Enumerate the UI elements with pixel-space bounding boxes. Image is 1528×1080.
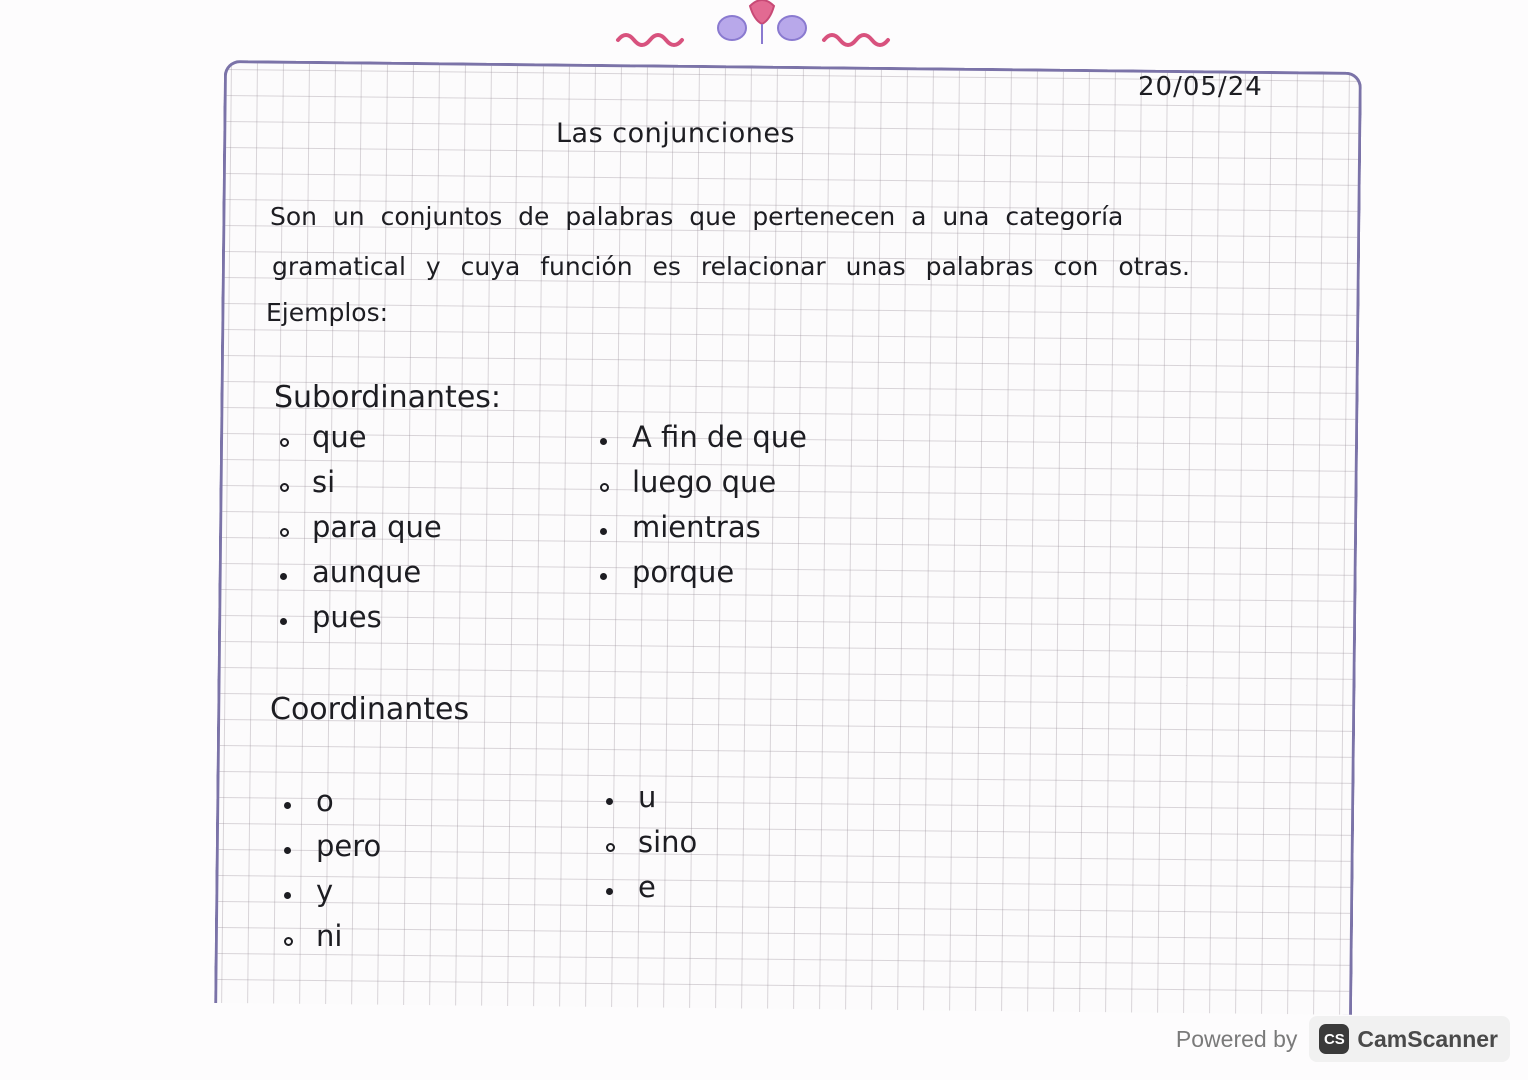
list-item-text: aunque bbox=[312, 555, 422, 589]
bullet-icon bbox=[280, 528, 289, 537]
list-item-text: e bbox=[638, 870, 656, 904]
list-item-text: si bbox=[312, 465, 336, 499]
subordinantes-heading: Subordinantes: bbox=[274, 380, 502, 415]
list-item-text: A fin de que bbox=[632, 420, 808, 454]
bullet-icon bbox=[284, 892, 291, 899]
date: 20/05/24 bbox=[1138, 72, 1263, 102]
bullet-icon bbox=[284, 802, 291, 809]
list-item-text: u bbox=[638, 780, 657, 814]
bullet-icon bbox=[280, 483, 289, 492]
bullet-icon bbox=[600, 573, 607, 580]
list-item-text: porque bbox=[632, 555, 735, 589]
list-item-text: y bbox=[316, 874, 334, 908]
list-item-text: que bbox=[312, 420, 367, 454]
bullet-icon bbox=[606, 798, 613, 805]
list-item-text: mientras bbox=[632, 510, 761, 544]
list-item-text: pues bbox=[312, 600, 382, 634]
bullet-icon bbox=[280, 438, 289, 447]
bullet-icon bbox=[284, 847, 291, 854]
camscanner-badge bbox=[1309, 1016, 1510, 1062]
definition-line-1: Son un conjuntos de palabras que pertenecen a una categoría bbox=[270, 202, 1124, 231]
list-item-text: ni bbox=[316, 919, 343, 953]
definition-line-2: gramatical y cuya función es relacionar unas palabras con otras. bbox=[272, 252, 1190, 281]
list-item-text: para que bbox=[312, 510, 442, 544]
bullet-icon bbox=[284, 937, 293, 946]
flower-decoration bbox=[612, 0, 912, 56]
bullet-icon bbox=[280, 573, 287, 580]
bullet-icon bbox=[280, 618, 287, 625]
bullet-icon bbox=[600, 528, 607, 535]
list-item-text: pero bbox=[316, 829, 382, 863]
scanner-watermark bbox=[1176, 1016, 1510, 1062]
bullet-icon bbox=[606, 843, 615, 852]
camscanner-logo-icon: CS bbox=[1319, 1024, 1349, 1054]
page-title: Las conjunciones bbox=[556, 118, 796, 149]
examples-label: Ejemplos: bbox=[266, 298, 389, 327]
bullet-icon bbox=[600, 483, 609, 492]
bullet-icon bbox=[606, 888, 613, 895]
list-item-text: o bbox=[316, 784, 334, 818]
list-item-text: luego que bbox=[632, 465, 777, 499]
bullet-icon bbox=[600, 438, 607, 445]
coordinantes-heading: Coordinantes bbox=[270, 692, 470, 727]
list-item-text: sino bbox=[638, 825, 698, 859]
powered-by-text: Powered by bbox=[1175, 1025, 1298, 1052]
camscanner-brand: CamScanner bbox=[1357, 1025, 1498, 1052]
